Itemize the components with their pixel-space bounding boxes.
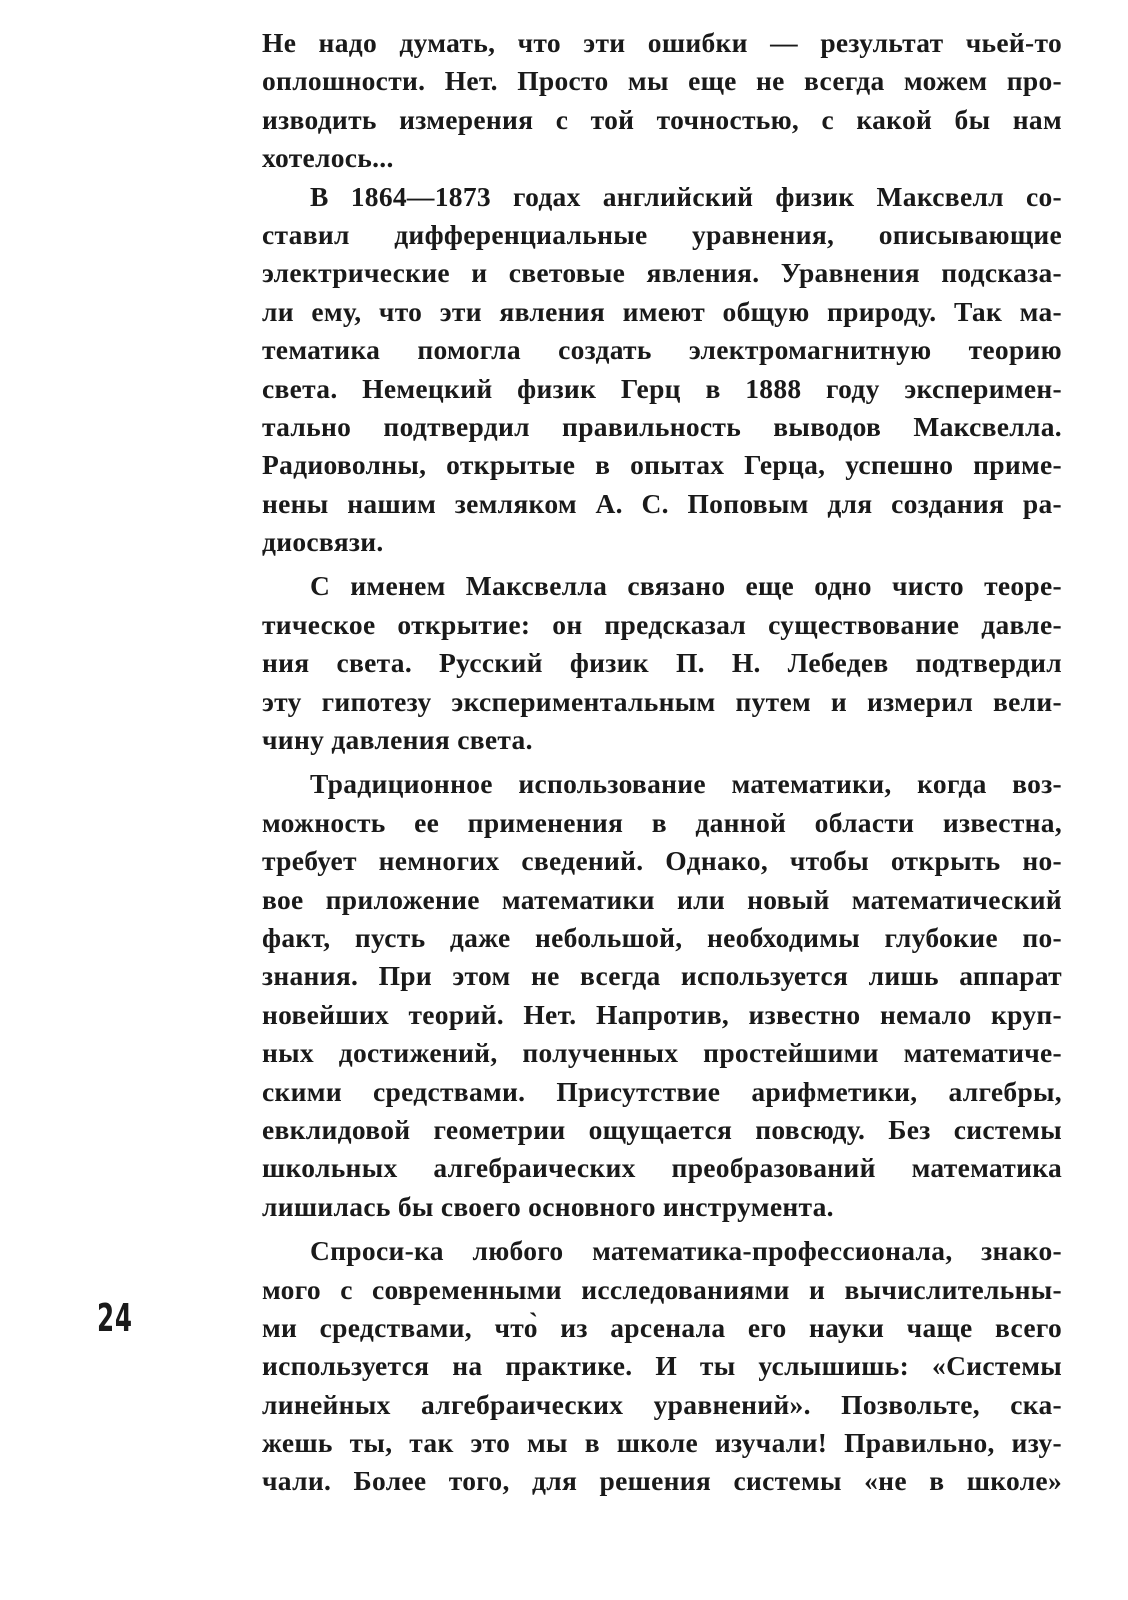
paragraph: [262, 1232, 1062, 1501]
text-line: требует немногих сведений. Однако, чтобы открыть но-: [262, 845, 1062, 877]
text-line: света. Немецкий физик Герц в 1888 году эксперимен-: [262, 372, 1062, 404]
text-line: Не надо думать, что эти ошибки — результат чьей-то: [262, 27, 1062, 58]
text-line: Спроси-ка любого математика-профессионала, знако-: [310, 1235, 1062, 1267]
text-line: используется на практике. И ты услышишь: «Системы: [262, 1350, 1062, 1382]
text-line: чали. Более того, для решения системы «не в школе»: [262, 1465, 1062, 1497]
paragraph: [262, 567, 1062, 759]
text-line: факт, пусть даже небольшой, необходимы глубокие по-: [262, 921, 1062, 953]
text-line: тическое открытие: он предсказал существование давле-: [262, 608, 1062, 640]
text-line: можность ее применения в данной области известна,: [262, 806, 1062, 838]
text-line: Радиоволны, открытые в опытах Герца, успешно приме-: [262, 449, 1062, 481]
text-line: ных достижений, полученных простейшими математиче-: [262, 1037, 1062, 1069]
text-line: ли ему, что эти явления имеют общую природу. Так ма-: [262, 295, 1062, 327]
text-line: чину давления света.: [262, 724, 533, 756]
text-line: Традиционное использование математики, когда воз-: [310, 768, 1062, 800]
text-line: хотелось...: [262, 142, 394, 174]
text-line: В 1864—1873 годах английский физик Максвелл со-: [310, 180, 1062, 212]
text-line: мого с современными исследованиями и вычислительны-: [262, 1273, 1062, 1305]
text-line: ставил дифференциальные уравнения, описывающие: [262, 218, 1062, 250]
paragraph: [262, 24, 1062, 178]
text-line: ми средствами, что̀ из арсенала его науки чаще всего: [262, 1311, 1062, 1343]
text-line: лишилась бы своего основного инструмента.: [262, 1190, 834, 1222]
text-line: школьных алгебраических преобразований математика: [262, 1152, 1062, 1184]
text-line: электрические и световые явления. Уравнения подсказа-: [262, 257, 1062, 289]
text-line: диосвязи.: [262, 526, 384, 558]
text-line: ния света. Русский физик П. Н. Лебедев подтвердил: [262, 647, 1062, 679]
text-line: жешь ты, так это мы в школе изучали! Правильно, изу-: [262, 1427, 1062, 1459]
paragraph: [262, 765, 1062, 1226]
text-line: евклидовой геометрии ощущается повсюду. Без системы: [262, 1113, 1062, 1145]
text-line: эту гипотезу экспериментальным путем и измерил вели-: [262, 685, 1062, 717]
text-line: скими средствами. Присутствие арифметики, алгебры,: [262, 1075, 1062, 1107]
paragraph: [262, 178, 1062, 562]
text-line: нены нашим земляком А. С. Поповым для создания ра-: [262, 487, 1062, 519]
page-number: 24: [97, 1296, 133, 1340]
text-line: знания. При этом не всегда используется лишь аппарат: [262, 960, 1062, 992]
text-line: С именем Максвелла связано еще одно чисто теоре-: [310, 570, 1062, 602]
text-line: оплошности. Нет. Просто мы еще не всегда можем про-: [262, 65, 1062, 97]
page-body-text: [262, 24, 1062, 1501]
text-line: вое приложение математики или новый математический: [262, 883, 1062, 915]
text-line: тально подтвердил правильность выводов Максвелла.: [262, 410, 1062, 442]
text-line: новейших теорий. Нет. Напротив, известно немало круп-: [262, 998, 1062, 1030]
text-line: изводить измерения с той точностью, с какой бы нам: [262, 103, 1062, 135]
text-line: линейных алгебраических уравнений». Позвольте, ска-: [262, 1388, 1062, 1420]
text-line: тематика помогла создать электромагнитную теорию: [262, 334, 1062, 366]
